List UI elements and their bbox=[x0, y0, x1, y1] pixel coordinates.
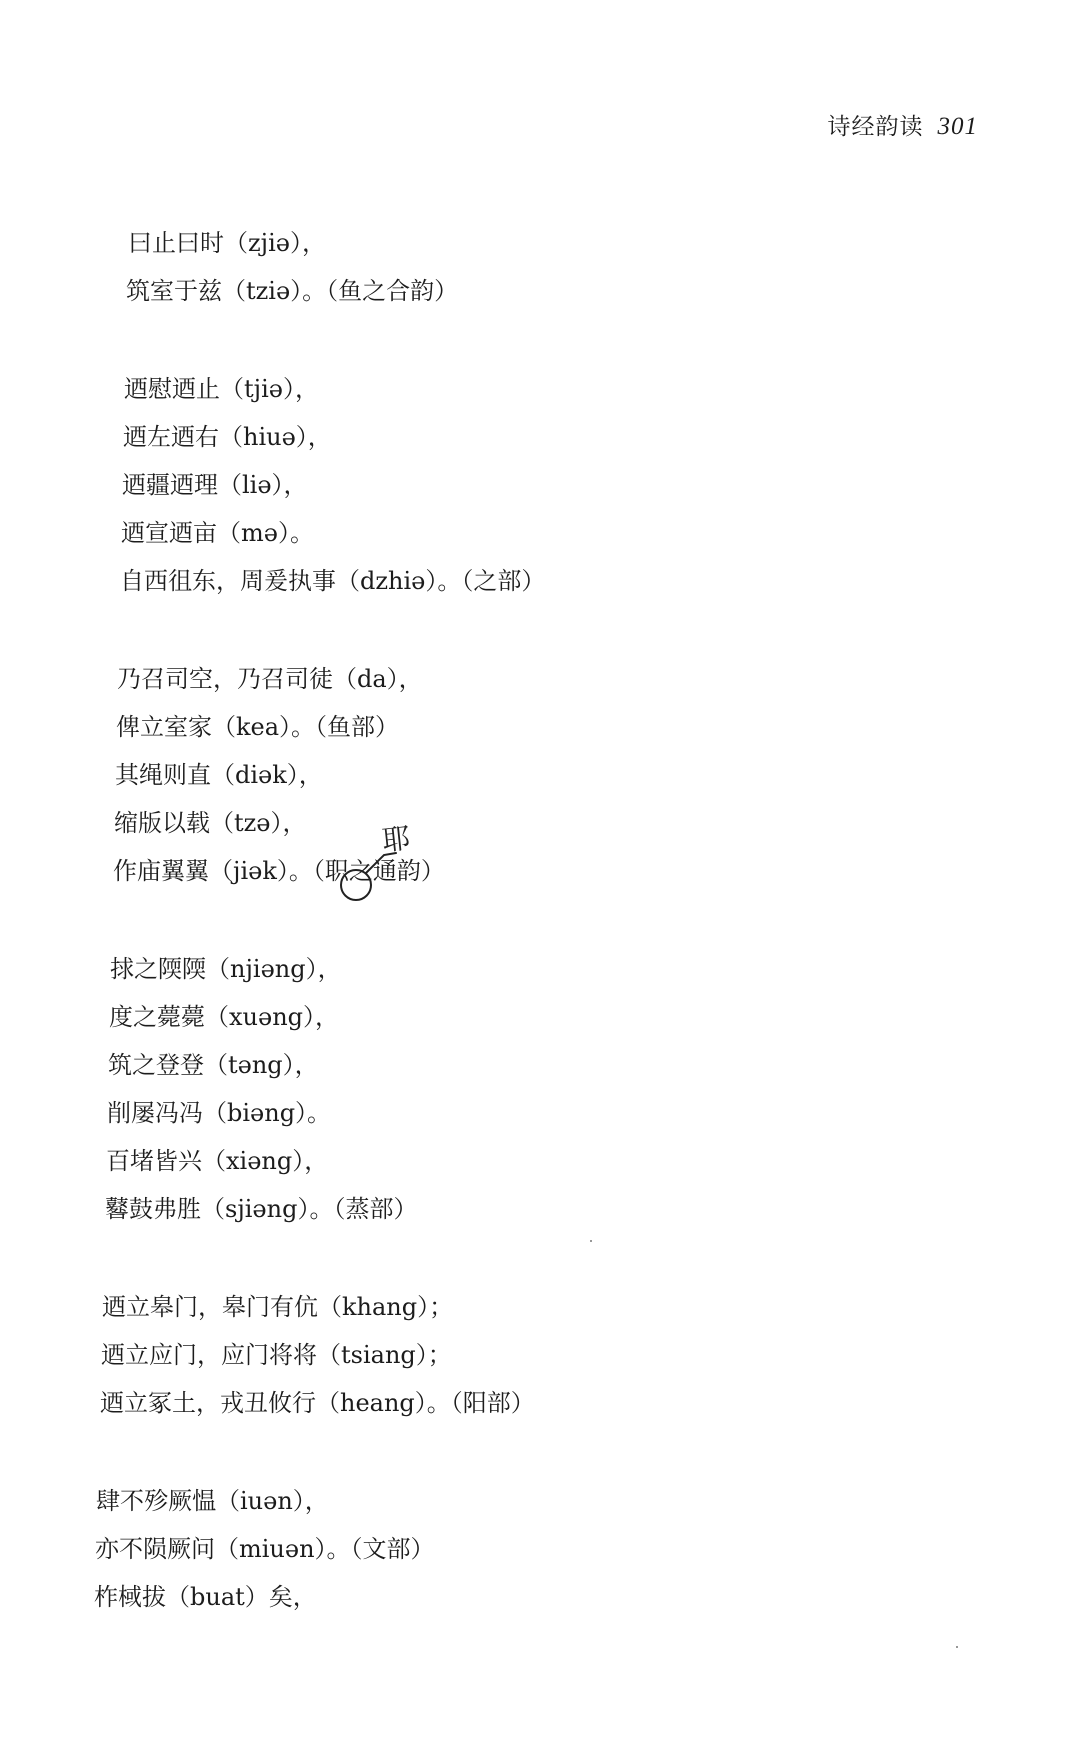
scan-speck bbox=[590, 1240, 592, 1242]
verse-line: 迺立应门，应门将将（tsiang）； bbox=[101, 1341, 452, 1369]
verse-line: 迺左迺右（hiuə）， bbox=[123, 423, 332, 451]
verse-line: 迺疆迺理（liə）， bbox=[122, 471, 308, 499]
verse-line: 迺立皋门，皋门有伉（khang）； bbox=[102, 1293, 454, 1321]
verse-line: 柞棫拔（buat）矣， bbox=[94, 1583, 317, 1611]
verse-line: 迺宣迺亩（mə）。 bbox=[121, 519, 314, 547]
running-header bbox=[828, 108, 979, 141]
verse-line: 度之薨薨（xuəng）， bbox=[109, 1003, 340, 1031]
verse-line: 作庙翼翼（jiək）。（职之通韵） bbox=[113, 857, 445, 885]
verse-line: 曰止曰时（zjiə）， bbox=[128, 229, 326, 257]
scan-speck bbox=[956, 1646, 958, 1648]
verse-line: 百堵皆兴（xiəng）， bbox=[106, 1147, 329, 1175]
verse-line: 缩版以载（tzə）， bbox=[114, 809, 307, 837]
page-number: 301 bbox=[937, 113, 978, 140]
verse-line: 俾立室家（kea）。（鱼部） bbox=[116, 713, 400, 741]
verse-line: 肆不殄厥愠（iuən）， bbox=[96, 1487, 329, 1515]
verse-line: 筑室于兹（tziə）。（鱼之合韵） bbox=[126, 277, 459, 305]
verse-line: 捄之陾陾（njiəng）， bbox=[110, 955, 342, 983]
verse-line: 鼛鼓弗胜（sjiəng）。（蒸部） bbox=[105, 1195, 418, 1223]
verse-line: 迺慰迺止（tjiə）， bbox=[124, 375, 319, 403]
verse-line: 筑之登登（təng）， bbox=[108, 1051, 319, 1079]
verse-line: 迺立冢土，戎丑攸行（heang）。（阳部） bbox=[100, 1389, 535, 1417]
verse-line: 乃召司空，乃召司徒（da）， bbox=[117, 665, 423, 693]
handwritten-annotation: 耶 bbox=[380, 821, 412, 858]
verse-line: 其绳则直（diək）， bbox=[115, 761, 323, 789]
book-title: 诗经韵读 bbox=[827, 114, 924, 140]
verse-line: 削屡冯冯（biəng）。 bbox=[107, 1099, 332, 1127]
verse-line: 亦不陨厥问（miuən）。（文部） bbox=[95, 1535, 435, 1563]
verse-line: 自西徂东，周爰执事（dzhiə）。（之部） bbox=[120, 567, 546, 595]
